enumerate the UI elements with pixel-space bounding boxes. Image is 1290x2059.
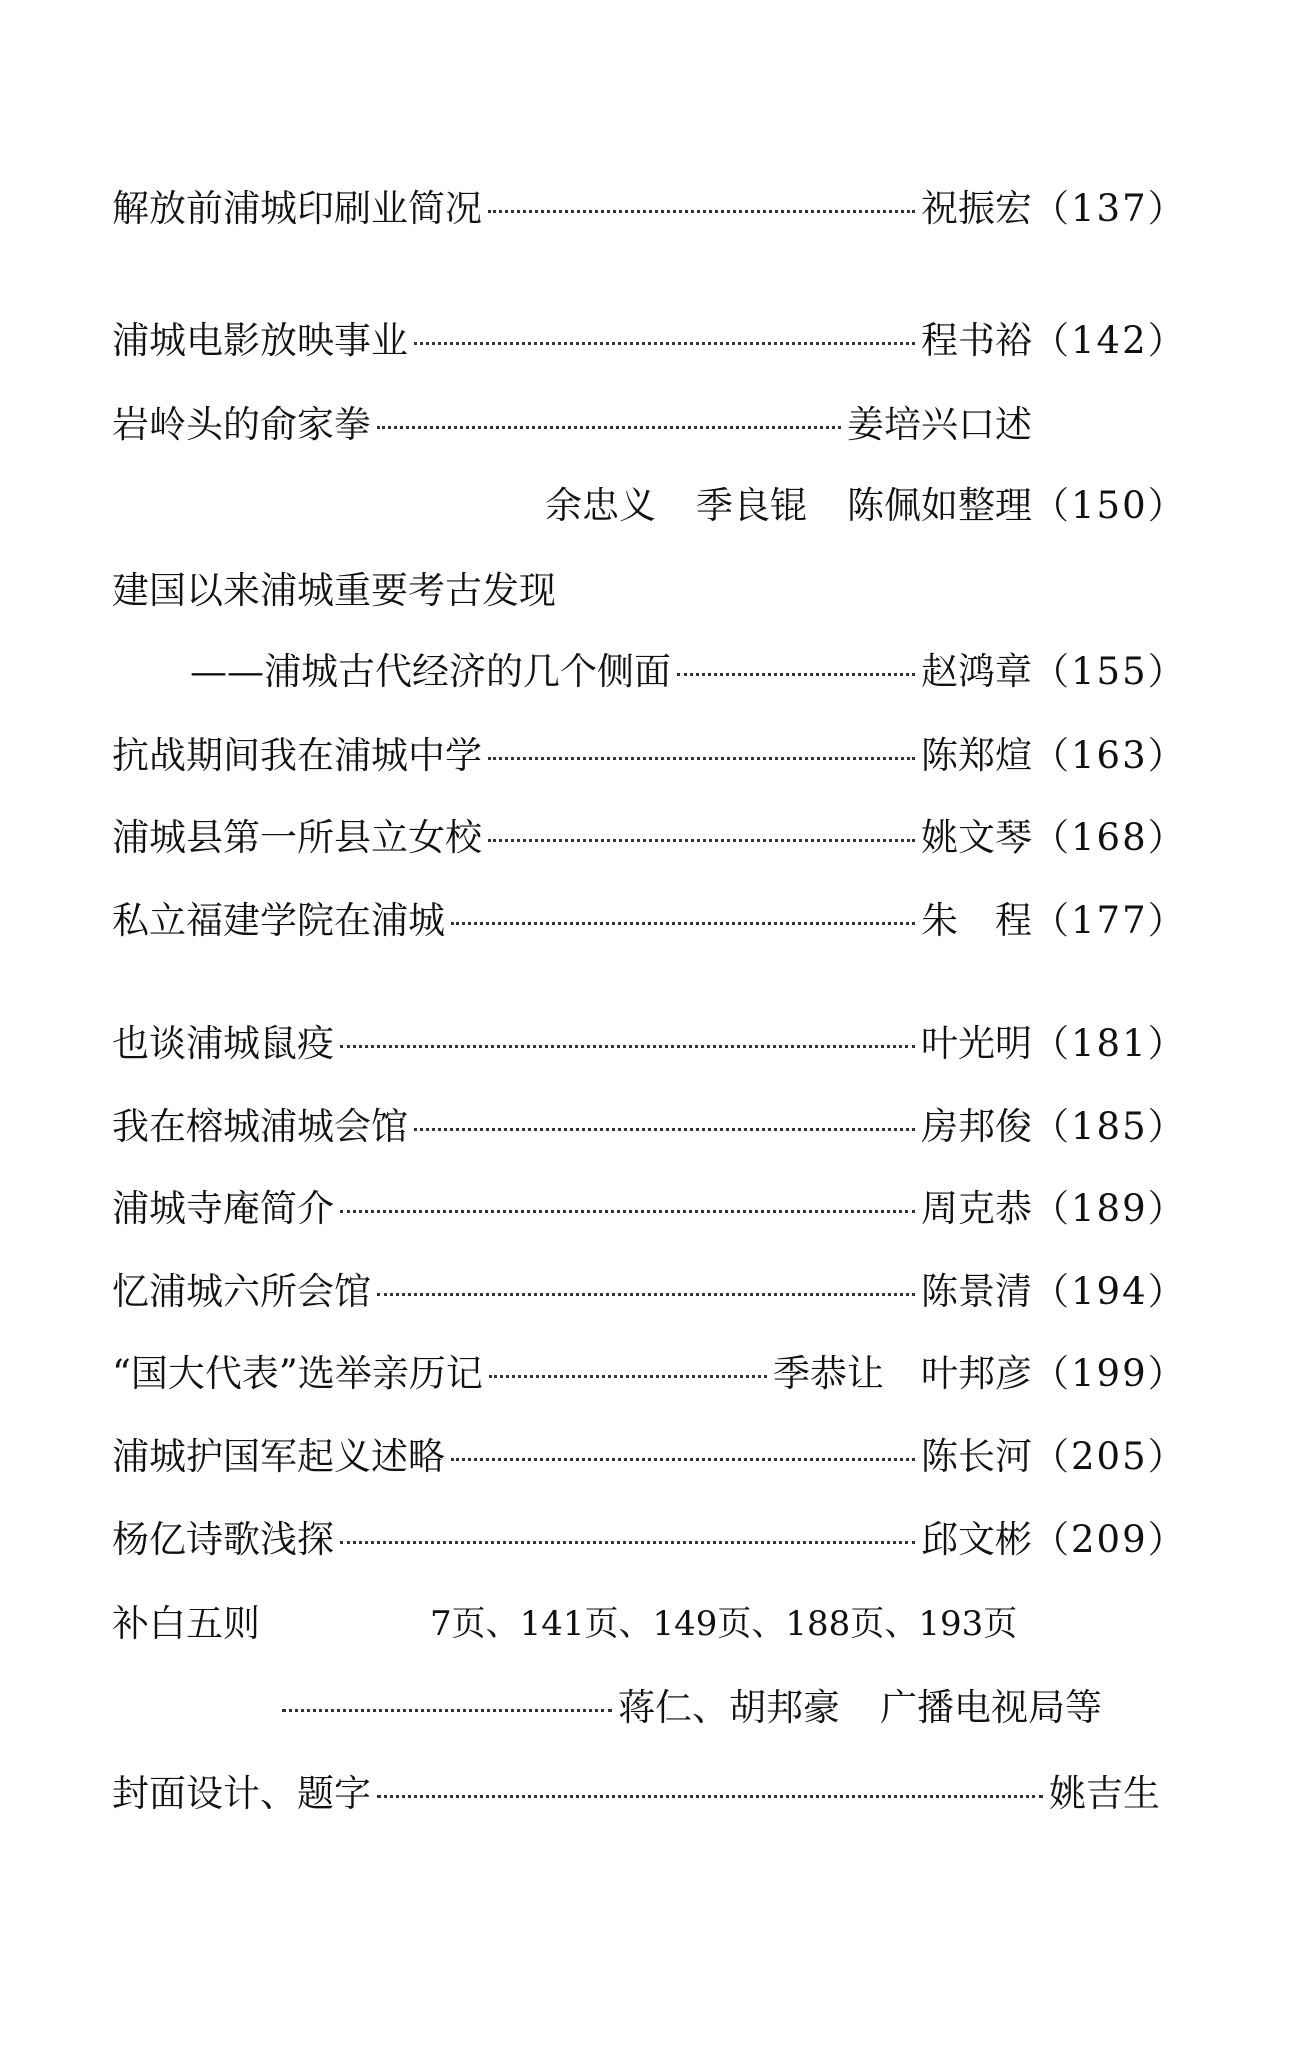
toc-entry bbox=[112, 391, 1160, 451]
entry-author: 赵鸿章 bbox=[921, 650, 1032, 693]
dot-leader bbox=[377, 1795, 1043, 1798]
toc-entry bbox=[112, 1093, 1187, 1153]
dot-leader bbox=[451, 1458, 915, 1461]
toc-entry bbox=[112, 1258, 1187, 1318]
entry-title: 我在榕城浦城会馆 bbox=[112, 1105, 408, 1148]
entry-title: 也谈浦城鼠疫 bbox=[112, 1022, 334, 1065]
entry-page: （137） bbox=[1032, 187, 1187, 230]
toc-entry bbox=[112, 887, 1187, 947]
entry-author: 季良锟 bbox=[696, 484, 807, 527]
entry-title: 浦城寺庵简介 bbox=[112, 1187, 334, 1230]
entry-author: 姚文琴 bbox=[921, 816, 1032, 859]
dot-leader bbox=[488, 210, 915, 213]
entry-page: （205） bbox=[1032, 1435, 1187, 1478]
entry-page: （163） bbox=[1032, 734, 1187, 777]
toc-entry bbox=[112, 1340, 1187, 1400]
entry-author: 叶光明 bbox=[921, 1022, 1032, 1065]
entry-author: 姚吉生 bbox=[1049, 1772, 1160, 1815]
entry-author: 陈郑煊 bbox=[921, 734, 1032, 777]
entry-author: 蒋仁、胡邦豪 bbox=[618, 1686, 840, 1729]
entry-page: （181） bbox=[1032, 1022, 1187, 1065]
entry-title: 浦城护国军起义述略 bbox=[112, 1435, 445, 1478]
dot-leader bbox=[414, 1128, 915, 1131]
entry-author: 陈佩如整理 bbox=[847, 484, 1032, 527]
entry-title: 建国以来浦城重要考古发现 bbox=[112, 569, 556, 612]
toc-entry bbox=[112, 1423, 1187, 1483]
entry-title: 忆浦城六所会馆 bbox=[112, 1270, 371, 1313]
entry-author: 祝振宏 bbox=[921, 187, 1032, 230]
entry-page: （199） bbox=[1032, 1352, 1187, 1395]
entry-title: 解放前浦城印刷业简况 bbox=[112, 187, 482, 230]
entry-page: （168） bbox=[1032, 816, 1187, 859]
toc-entry-cover bbox=[112, 1760, 1160, 1820]
toc-entry bbox=[112, 1175, 1187, 1235]
dot-leader bbox=[488, 839, 915, 842]
dot-leader bbox=[414, 342, 915, 345]
dot-leader bbox=[488, 757, 915, 760]
entry-author: 周克恭 bbox=[921, 1187, 1032, 1230]
entry-subtitle: ——浦城古代经济的几个侧面 bbox=[190, 650, 671, 693]
entry-author: 姜培兴口述 bbox=[847, 403, 1032, 446]
entry-author: 邱文彬 bbox=[921, 1518, 1032, 1561]
entry-author: 广播电视局等 bbox=[880, 1686, 1102, 1729]
entry-page: （177） bbox=[1032, 899, 1187, 942]
dot-leader bbox=[377, 426, 841, 429]
entry-page: （209） bbox=[1032, 1518, 1187, 1561]
dot-leader bbox=[282, 1709, 612, 1712]
dot-leader bbox=[340, 1045, 915, 1048]
entry-author: 陈长河 bbox=[921, 1435, 1032, 1478]
entry-page: （155） bbox=[1032, 650, 1187, 693]
entry-page: （185） bbox=[1032, 1105, 1187, 1148]
entry-author: 陈景清 bbox=[921, 1270, 1032, 1313]
toc-entry-continuation bbox=[112, 472, 1187, 532]
entry-author: 房邦俊 bbox=[921, 1105, 1032, 1148]
entry-title: 杨亿诗歌浅探 bbox=[112, 1518, 334, 1561]
entry-title: “国大代表”选举亲历记 bbox=[112, 1352, 483, 1395]
toc-entry-bubai bbox=[112, 1590, 1160, 1650]
entry-title: 补白五则 bbox=[112, 1602, 260, 1645]
entry-title: 私立福建学院在浦城 bbox=[112, 899, 445, 942]
dot-leader bbox=[340, 1210, 915, 1213]
entry-title: 岩岭头的俞家拳 bbox=[112, 403, 371, 446]
dot-leader bbox=[377, 1293, 915, 1296]
toc-entry bbox=[112, 557, 1160, 617]
entry-page: （194） bbox=[1032, 1270, 1187, 1313]
entry-author: 朱 程 bbox=[921, 899, 1032, 942]
toc-entry bbox=[112, 175, 1187, 235]
entry-author: 季恭让 叶邦彦 bbox=[773, 1352, 1032, 1395]
dot-leader bbox=[677, 673, 915, 676]
toc-entry bbox=[112, 307, 1187, 367]
toc-entry-subtitle bbox=[112, 638, 1187, 698]
dot-leader bbox=[451, 922, 915, 925]
dot-leader bbox=[340, 1541, 915, 1544]
toc-entry bbox=[112, 722, 1187, 782]
toc-entry bbox=[112, 804, 1187, 864]
entry-page: （150） bbox=[1032, 484, 1187, 527]
entry-title: 抗战期间我在浦城中学 bbox=[112, 734, 482, 777]
toc-entry bbox=[112, 1506, 1187, 1566]
toc-entry bbox=[112, 1010, 1187, 1070]
entry-page: （142） bbox=[1032, 319, 1187, 362]
entry-author: 余忠义 bbox=[545, 484, 656, 527]
entry-title: 浦城电影放映事业 bbox=[112, 319, 408, 362]
entry-page: （189） bbox=[1032, 1187, 1187, 1230]
toc-entry-bubai-continuation bbox=[282, 1674, 1160, 1734]
dot-leader bbox=[489, 1375, 767, 1378]
entry-title: 浦城县第一所县立女校 bbox=[112, 816, 482, 859]
entry-page-list: 7页、141页、149页、188页、193页 bbox=[430, 1603, 1018, 1644]
entry-title: 封面设计、题字 bbox=[112, 1772, 371, 1815]
entry-author: 程书裕 bbox=[921, 319, 1032, 362]
